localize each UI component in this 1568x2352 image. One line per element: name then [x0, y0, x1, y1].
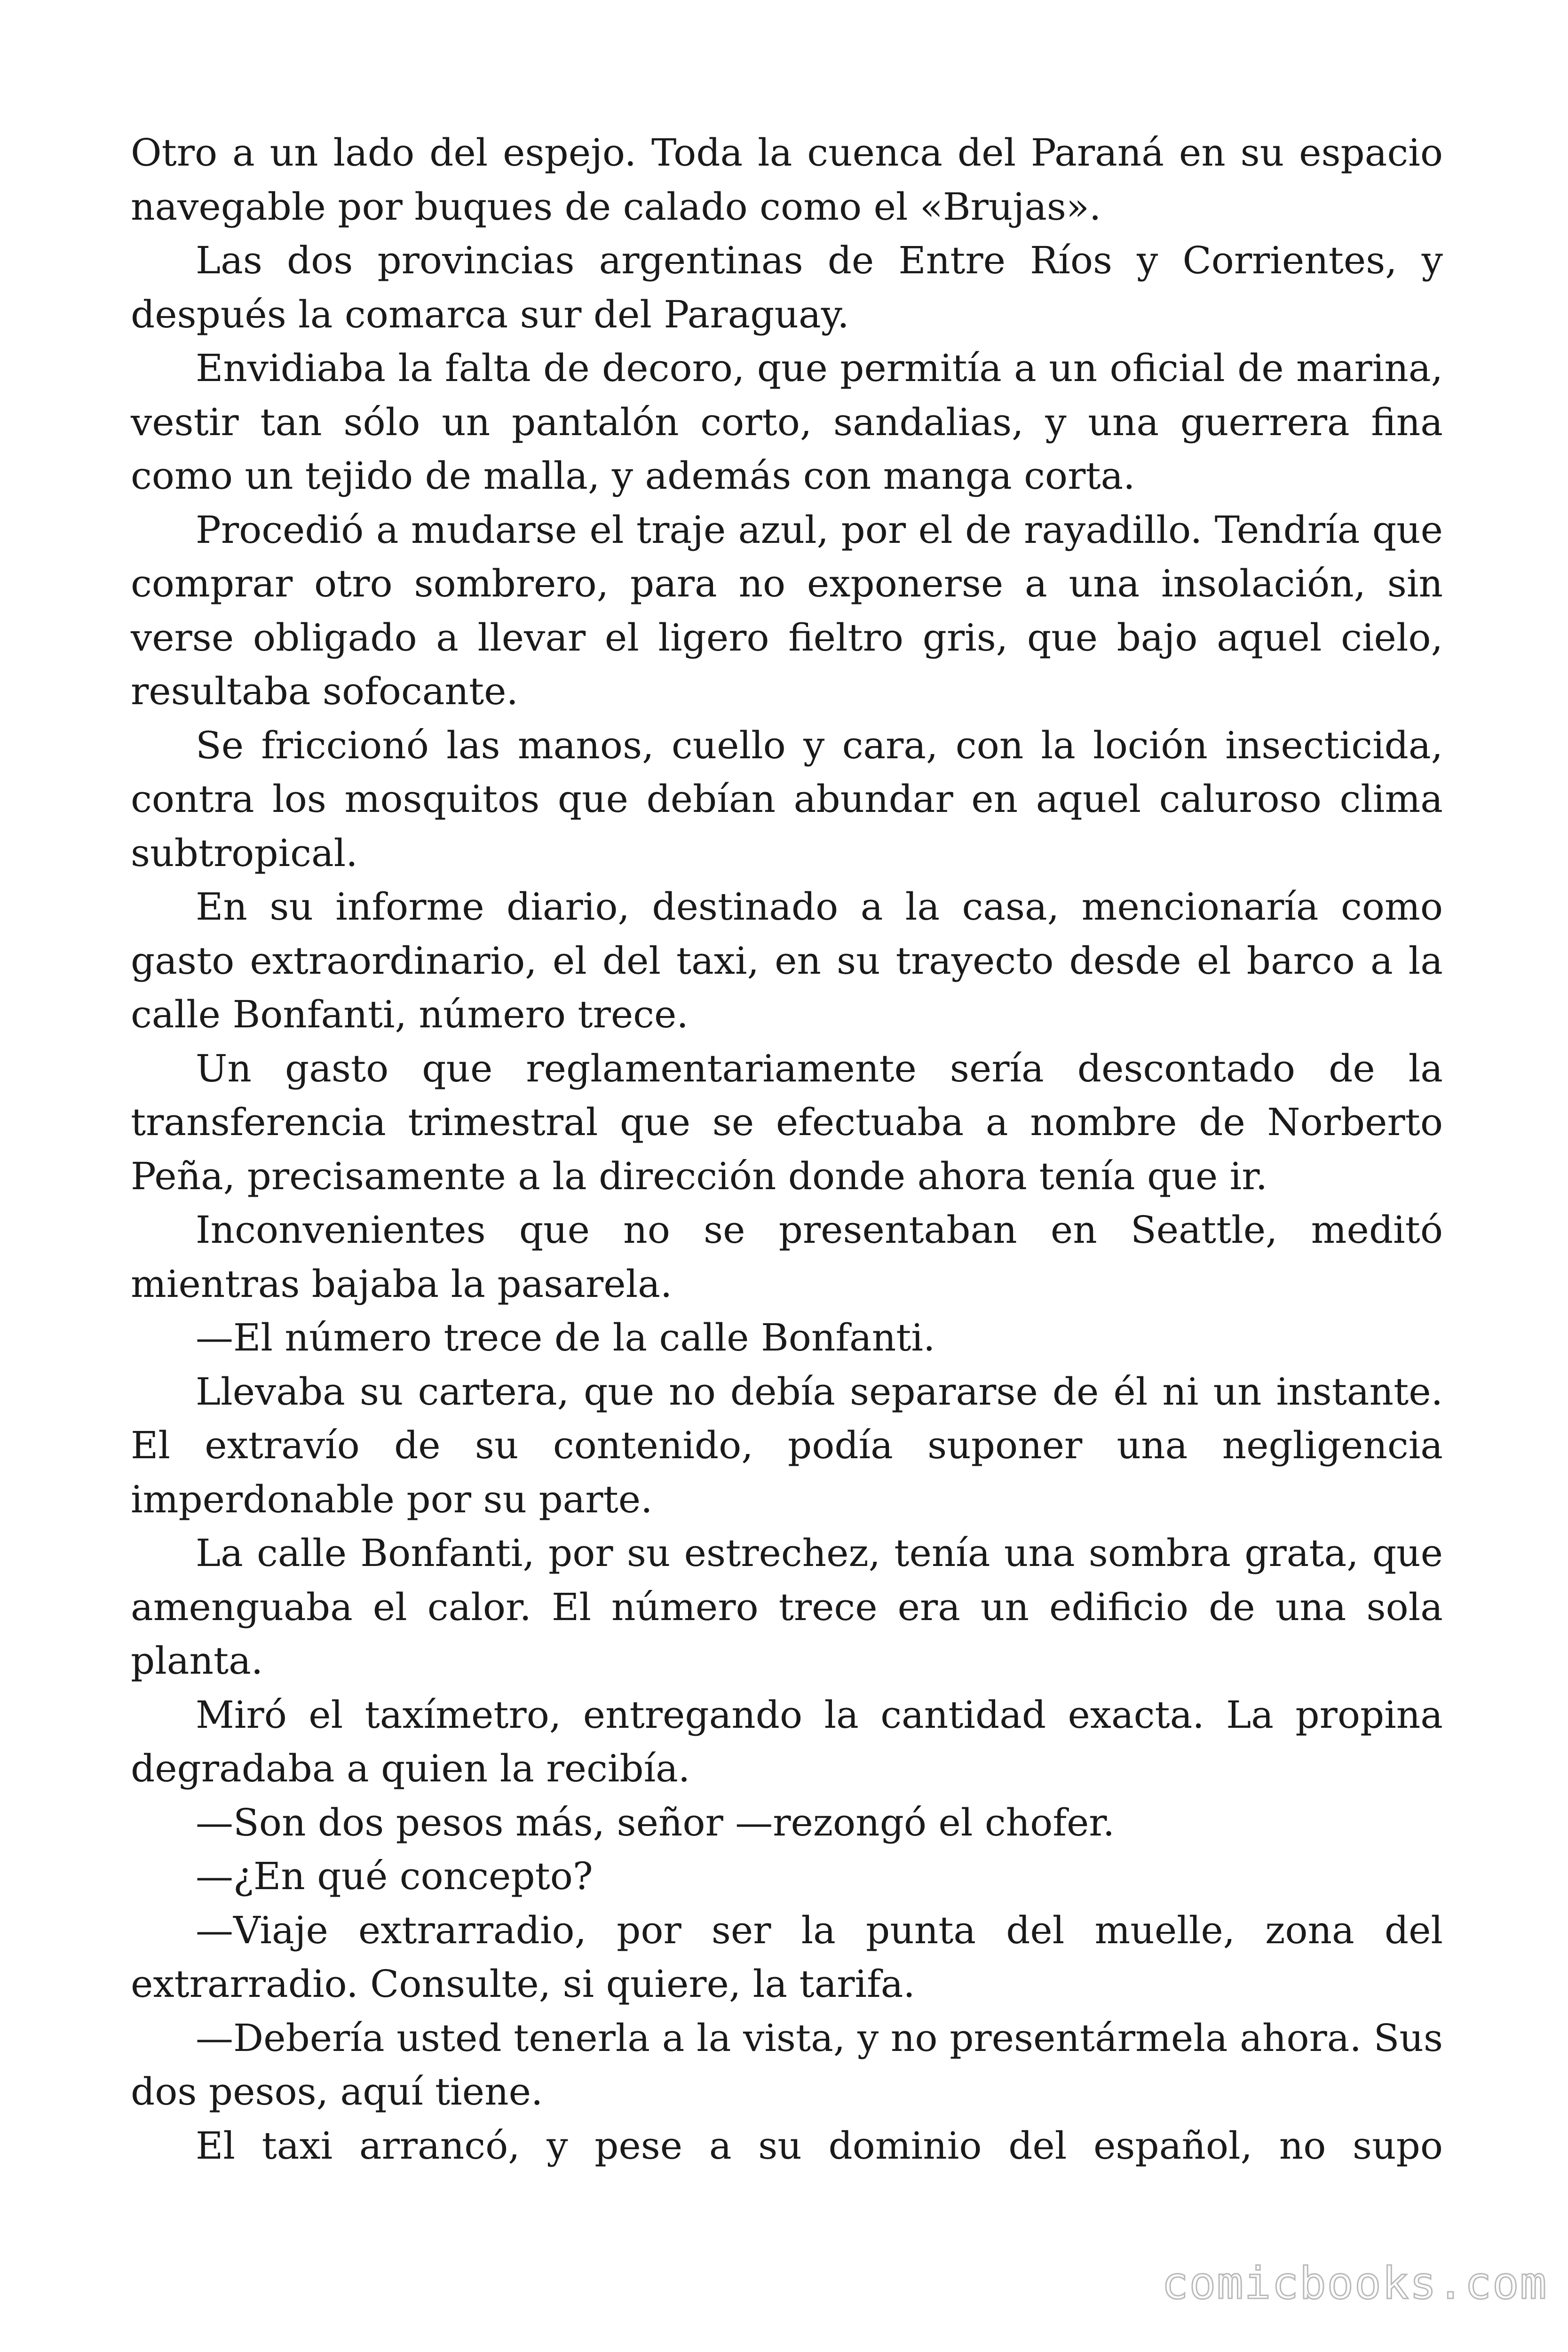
paragraph: Se friccionó las manos, cuello y cara, con la loción insecticida, contra los mosquitos que debían abundar en aquel caluroso clima subtropical. — [131, 723, 1443, 875]
watermark: comicbooks.com — [1162, 2258, 1548, 2309]
paragraph: En su informe diario, destinado a la casa, mencionaría como gasto extraordinario, el del taxi, en su trayecto desde el barco a la calle Bonfanti, número trece. — [131, 885, 1443, 1036]
paragraph: Miró el taxímetro, entregando la cantidad exacta. La propina degradaba a quien la recibía. — [131, 1692, 1443, 1790]
paragraph: —Viaje extrarradio, por ser la punta del muelle, zona del extrarradio. Consulte, si quiere, la tarifa. — [131, 1908, 1443, 2006]
paragraph: Las dos provincias argentinas de Entre Ríos y Corrientes, y después la comarca sur del Paraguay. — [131, 238, 1443, 336]
paragraph: —Son dos pesos más, señor —rezongó el chofer. — [196, 1800, 1115, 1844]
paragraph: —El número trece de la calle Bonfanti. — [196, 1316, 935, 1359]
paragraph: Procedió a mudarse el traje azul, por el de rayadillo. Tendría que comprar otro sombrero, para no exponerse a una insolación, sin verse obligado a llevar el ligero fieltro gris, que bajo aquel cielo, resultaba sofocante. — [131, 508, 1443, 713]
paragraph: Inconvenientes que no se presentaban en Seattle, meditó mientras bajaba la pasarela. — [131, 1208, 1443, 1306]
paragraph: Llevaba su cartera, que no debía separarse de él ni un instante. El extravío de su contenido, podía suponer una negligencia imperdonable por su parte. — [131, 1369, 1443, 1521]
paragraph: El taxi arrancó, y pese a su dominio del español, no supo — [196, 2123, 1443, 2168]
paragraph: Un gasto que reglamentariamente sería descontado de la transferencia trimestral que se efectuaba a nombre de Norberto Peña, precisamente a la dirección donde ahora tenía que ir. — [131, 1046, 1443, 1198]
paragraph: Otro a un lado del espejo. Toda la cuenca del Paraná en su espacio navegable por buques de calado como el «Brujas». — [131, 131, 1443, 229]
paragraph: —¿En qué concepto? — [196, 1854, 593, 1898]
paragraph: La calle Bonfanti, por su estrechez, tenía una sombra grata, que amenguaba el calor. El número trece era un edificio de una sola planta. — [131, 1531, 1443, 1683]
paragraph: —Debería usted tenerla a la vista, y no presentármela ahora. Sus dos pesos, aquí tiene. — [131, 2016, 1443, 2114]
body-text — [131, 126, 1443, 2173]
paragraph: Envidiaba la falta de decoro, que permitía a un oficial de marina, vestir tan sólo un pantalón corto, sandalias, y una guerrera fina como un tejido de malla, y además con manga corta. — [131, 346, 1443, 498]
